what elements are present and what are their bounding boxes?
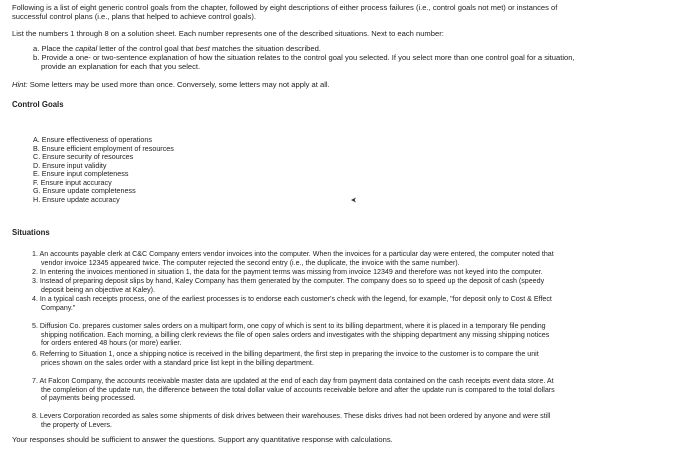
instruction-a-emphasis-best: best	[195, 44, 210, 53]
instruction-a-prefix: a. Place the	[33, 44, 76, 53]
situation-line: the property of Levers.	[41, 420, 112, 429]
control-goal-item: B. Ensure efficient employment of resources	[33, 143, 174, 153]
instruction-a-emphasis-capital: capital	[75, 44, 98, 53]
situation-line: 8. Levers Corporation recorded as sales some shipments of disk drives between their warehouses. These disks drives had not been ordered by anyone and were still	[32, 412, 551, 420]
situation-line: 6. Referring to Situation 1, once a shipping notice is received in the billing department, the first step in preparing the invoice to the customer is to compare the unit	[32, 350, 539, 358]
situation-line: shipping notification. Each morning, a billing clerk reviews the file of open sales orders and investigates with the shipping department any missing shipping notices	[41, 330, 550, 339]
control-goal-item: E. Ensure input completeness	[33, 169, 129, 178]
situation-line: prices shown on the sales order with a standard price list kept in the billing department.	[41, 359, 314, 367]
control-goal-item: H. Ensure update accuracy	[33, 194, 120, 204]
situation-line: for orders entered 48 hours (or more) earlier.	[41, 339, 182, 347]
control-goal-item: A. Ensure effectiveness of operations	[33, 135, 152, 144]
situation-line: 5. Diffusion Co. prepares customer sales orders on a multipart form, one copy of which is sent to its billing department, where it is placed in a temporary file pending	[32, 322, 546, 330]
control-goals-heading: Control Goals	[12, 100, 64, 109]
instruction-a	[33, 44, 321, 53]
situation-line: the completion of the update run, the difference between the total dollar value of accounts receivable before and after the update run is compared to the total dollars	[41, 385, 555, 394]
arrow-cursor-icon	[349, 195, 359, 205]
instruction-text: List the numbers 1 through 8 on a solution sheet. Each number represents one of the described situations. Next to each number:	[12, 29, 444, 38]
control-goal-item: F. Ensure input accuracy	[33, 177, 112, 187]
control-goal-item: C. Ensure security of resources	[33, 152, 134, 161]
instruction-a-middle: letter of the control goal that	[97, 44, 196, 53]
situation-line: 7. At Falcon Company, the accounts receivable master data are updated at the end of each day from payment data contained on the cash receipts event data store. At	[32, 377, 554, 385]
situation-line: 2. In entering the invoices mentioned in situation 1, the data for the payment terms was missing from invoice 12349 and therefore was not keyed into the computer.	[32, 268, 543, 276]
closing-note: Your responses should be sufficient to answer the questions. Support any quantitative response with calculations.	[12, 435, 393, 444]
control-goal-item: G. Ensure update completeness	[33, 186, 136, 195]
situation-line: Company."	[41, 303, 76, 312]
hint	[12, 80, 330, 89]
control-goal-item: D. Ensure input validity	[33, 160, 107, 170]
hint-text: Some letters may be used more than once. Conversely, some letters may not apply at all.	[27, 80, 330, 89]
instruction-b-line-2: provide an explanation for each that you select.	[41, 62, 201, 71]
intro-line-1: Following is a list of eight generic control goals from the chapter, followed by eight descriptions of either process failures (i.e., control goals not met) or instances of	[12, 3, 558, 12]
situation-line: 4. In a typical cash receipts process, one of the earliest processes is to endorse each customer's check with the legend, for example, "for deposit only to Cost & Effect	[32, 295, 552, 303]
situations-heading: Situations	[12, 228, 50, 237]
instruction-b-line-1: b. Provide a one- or two-sentence explanation of how the situation relates to the control goal you selected. If you select more than one control goal for a situation,	[33, 53, 575, 62]
situation-line: 1. An accounts payable clerk at C&C Company enters vendor invoices into the computer. When the invoices for a particular day were entered, the computer noted that	[32, 250, 554, 258]
situation-line: vendor invoice 12345 appeared twice. The computer rejected the second entry (i.e., the duplicate, the invoice with the same number).	[41, 258, 460, 267]
instruction-a-suffix: matches the situation described.	[209, 44, 321, 53]
situation-line: deposit being an objective at Kaley).	[41, 285, 155, 294]
situation-line: of payments being processed.	[41, 394, 136, 402]
hint-label: Hint:	[12, 80, 28, 89]
intro-line-2: successful control plans (i.e., plans that helped to achieve control goals).	[12, 12, 256, 21]
situation-line: 3. Instead of preparing deposit slips by hand, Kaley Company has them generated by the computer. The company does so to speed up the deposit of cash (speedy	[32, 277, 545, 285]
